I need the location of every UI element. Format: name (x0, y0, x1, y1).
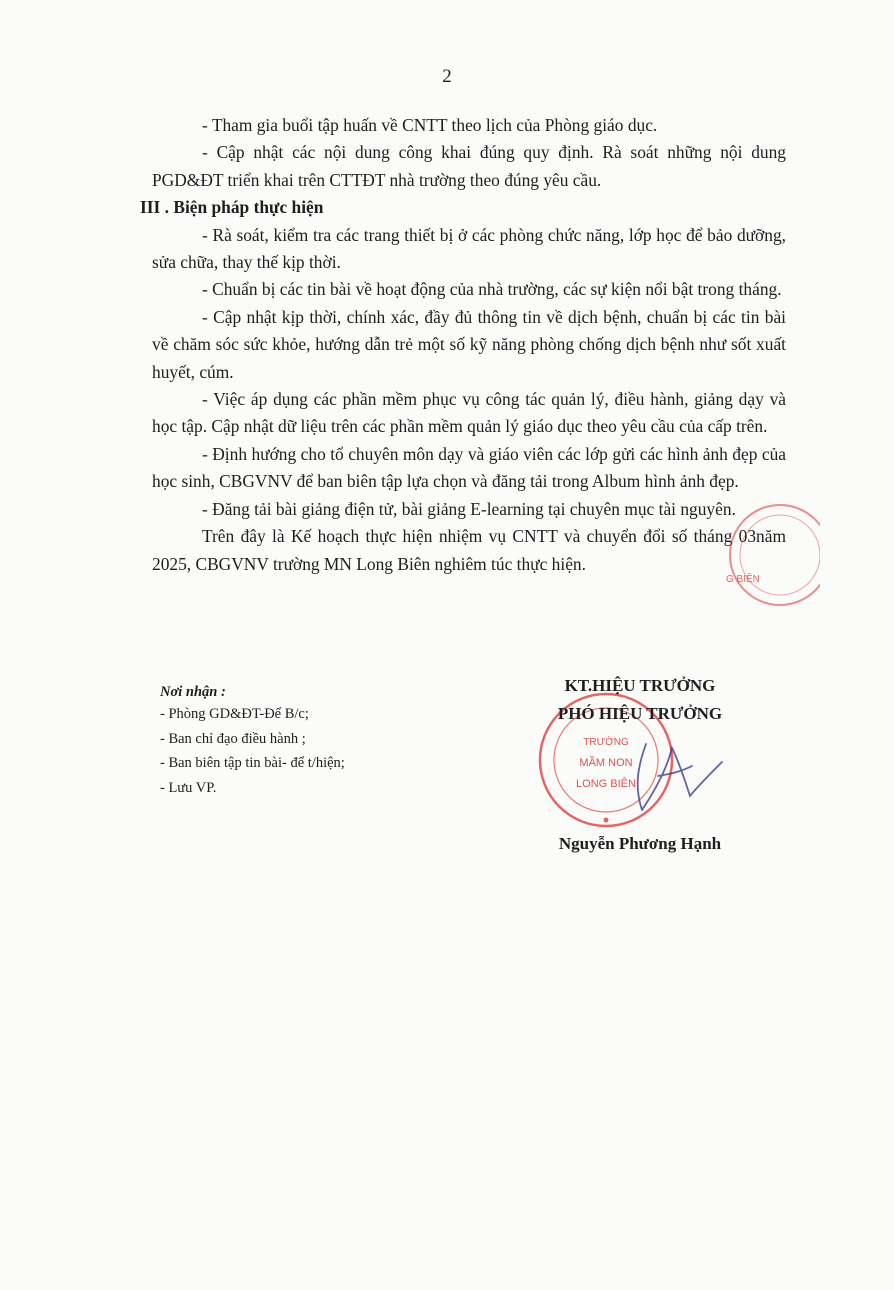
signer-name: Nguyễn Phương Hạnh (558, 834, 722, 853)
recipient-item: - Ban biên tập tin bài- để t/hiện; (160, 755, 345, 772)
recipient-item: - Ban chỉ đạo điều hành ; (160, 730, 306, 747)
paragraph: - Cập nhật kịp thời, chính xác, đầy đủ thông tin về dịch bệnh, chuẩn bị các tin bài về chăm sóc sức khỏe, hướng dẫn trẻ một số kỹ năng phòng chống dịch bệnh như sốt xuất huyết, cúm. (152, 306, 786, 382)
paragraph: - Cập nhật các nội dung công khai đúng quy định. Rà soát những nội dung PGD&ĐT triển khai trên CTTĐT nhà trường theo đúng yêu cầu. (152, 142, 786, 190)
margin-stamp-icon (700, 500, 820, 620)
margin-stamp-text: G BIÊN (726, 574, 760, 585)
paragraph: - Việc áp dụng các phần mềm phục vụ công tác quản lý, điều hành, giảng dạy và học tập. Cập nhật dữ liệu trên các phần mềm quản lý giáo dục theo yêu cầu của cấp trên. (152, 389, 786, 437)
paragraph: - Định hướng cho tổ chuyên môn dạy và giáo viên các lớp gửi các hình ảnh đẹp của học sinh, CBGVNV để ban biên tập lựa chọn và đăng tải trong Album hình ảnh đẹp. (152, 443, 786, 492)
recipients-title: Nơi nhận : (160, 684, 226, 700)
section-heading: III . Biện pháp thực hiện (140, 197, 324, 218)
page-number: 2 (442, 66, 452, 87)
paragraph: - Đăng tải bài giảng điện tử, bài giảng E-learning tại chuyên mục tài nguyên. (202, 498, 736, 519)
signature-title: KT.HIỆU TRƯỞNG (564, 676, 716, 695)
stamp-text-middle: MẦM NON (579, 757, 633, 769)
document-body (140, 112, 786, 578)
closing-paragraph: Trên đây là Kế hoạch thực hiện nhiệm vụ CNTT và chuyển đổi số tháng 03năm 2025, CBGVNV trường MN Long Biên nghiêm túc thực hiện. (152, 526, 786, 574)
recipient-item: - Lưu VP. (160, 779, 217, 796)
paragraph: - Tham gia buổi tập huấn về CNTT theo lịch của Phòng giáo dục. (202, 115, 658, 135)
handwritten-signature-icon (576, 736, 726, 816)
stamp-text-top: TRƯỜNG (583, 737, 629, 748)
stamp-text-bottom: LONG BIÊN (576, 778, 636, 790)
paragraph: - Rà soát, kiểm tra các trang thiết bị ở các phòng chức năng, lớp học để bảo dưỡng, sửa chữa, thay thế kịp thời. (152, 224, 786, 273)
signature-block (520, 676, 760, 876)
recipient-item: - Phòng GD&ĐT-Để B/c; (160, 706, 309, 722)
paragraph: - Chuẩn bị các tin bài về hoạt động của nhà trường, các sự kiện nổi bật trong tháng. (202, 279, 782, 300)
signature-subtitle: PHÓ HIỆU TRƯỞNG (557, 704, 723, 723)
recipients-block (160, 682, 460, 800)
